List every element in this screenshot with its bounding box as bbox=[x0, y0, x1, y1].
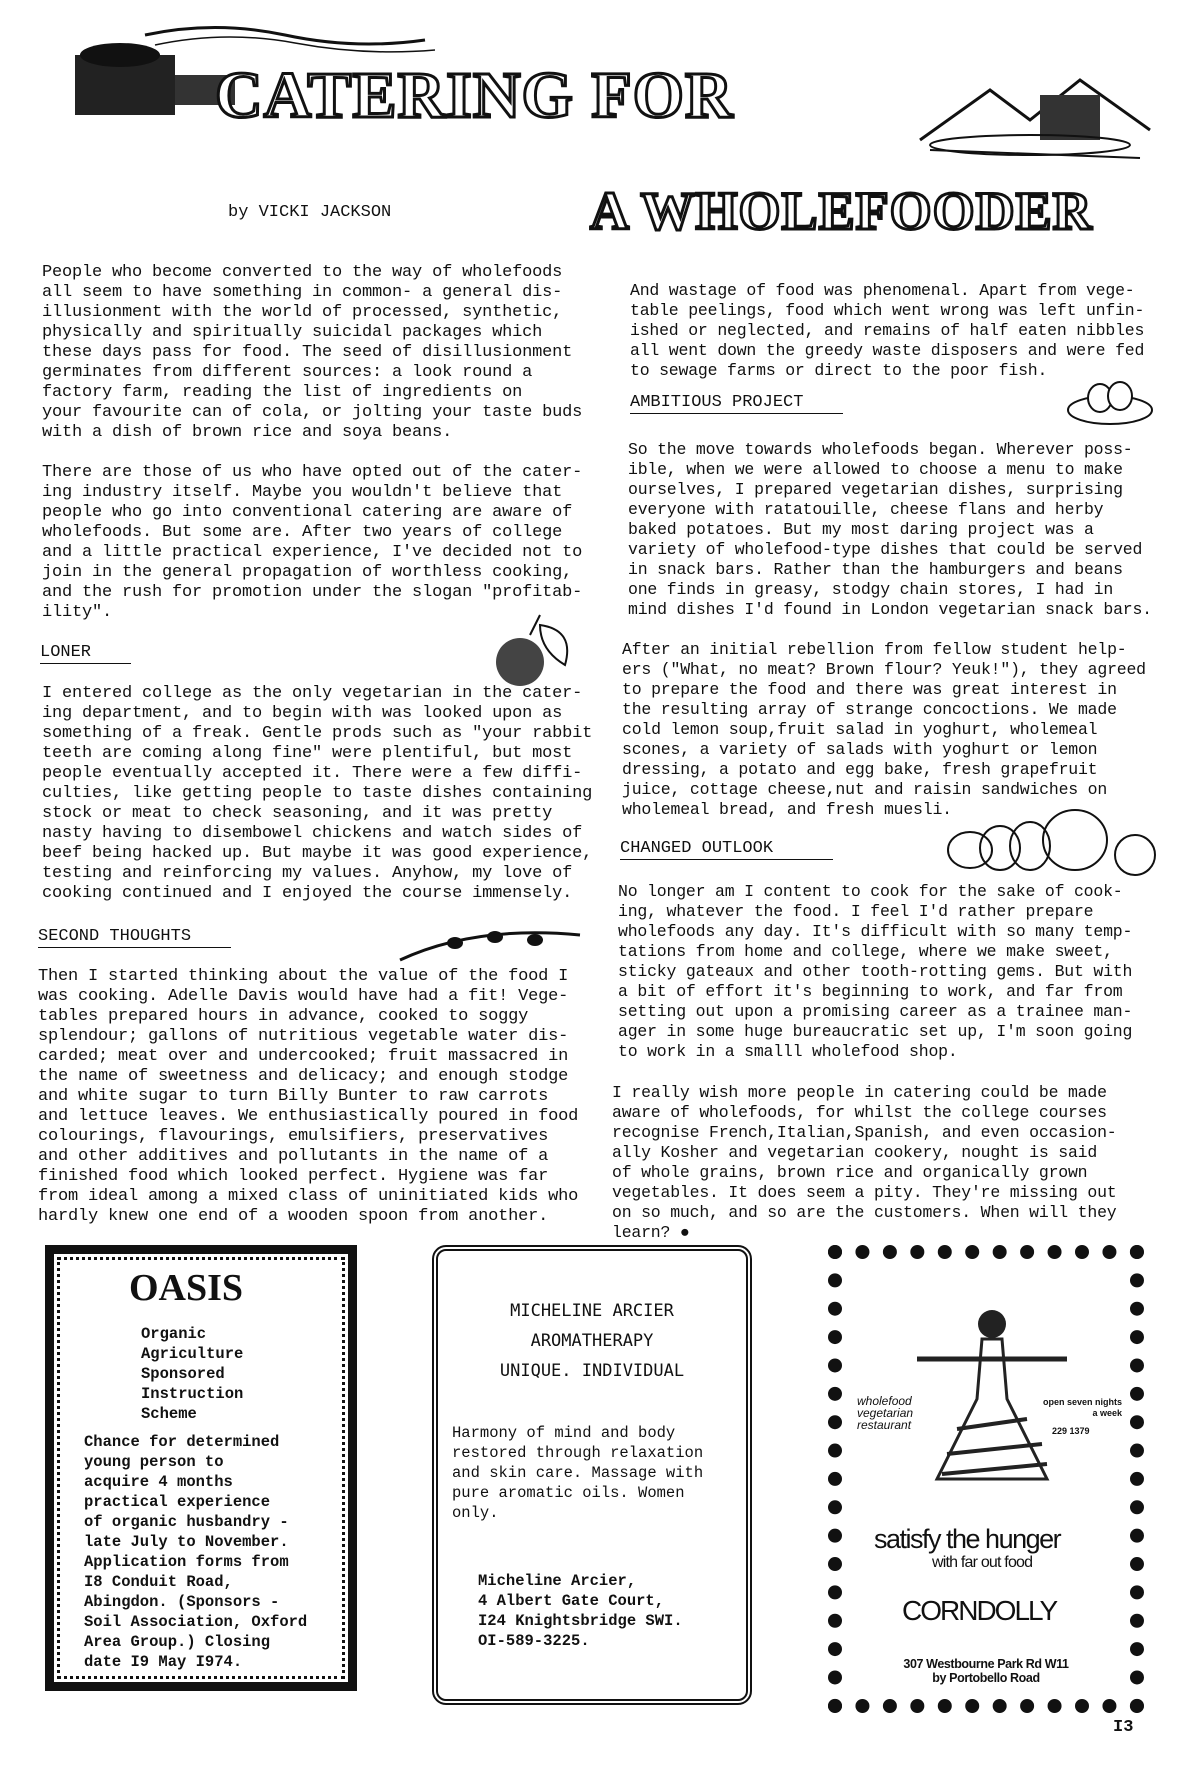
corn-dolly-illustration bbox=[897, 1289, 1087, 1499]
right-paragraph-5: I really wish more people in catering could be made aware of wholefoods, for whilst the college courses recognise French,Italian,Spanish, and even occasion- ally Kosher and vegetarian cookery, nought is said of whole grains, brown rice and organically grown vegetables. It does seem a pity. They're missing out on so much, and so are the customers. When will they learn? ● bbox=[612, 1083, 1117, 1242]
corndolly-restaurant-type: wholefood vegetarian restaurant bbox=[857, 1394, 914, 1432]
right-paragraph-2: So the move towards wholefoods began. Wherever poss- ible, when we were allowed to choose a menu to make ourselves, I prepared vegetarian dishes, surprising everyone with ratatouille, cheese flans and herby baked potatoes. But my most daring project was a variety of wholefood-type dishes that could be served in snack bars. Rather than the hamburgers and beans one finds in greasy, stodgy chain stores, I had in mind dishes I'd found in London vegetarian snack bars. bbox=[628, 440, 1152, 619]
corndolly-slogan: satisfy the hunger bbox=[874, 1524, 1061, 1554]
title-line-2: A WHOLEFOODER bbox=[590, 181, 1093, 241]
arcier-ad-body: Harmony of mind and body restored through relaxation and skin care. Massage with pure aromatic oils. Women only. bbox=[452, 1424, 704, 1522]
left-paragraph-3: I entered college as the only vegetarian in the cater- ing department, and to begin with was looked upon as something of a freak. Gentle prods such as "your rabbit teeth are coming along fine" were plentiful, but most people eventually accepted it. There were a few diffi- culties, like getting people to taste dishes containing stock or meat to check seasoning, and it was pretty nasty having to disembowel chickens and watch sides of beef being hacked up. But maybe it was good experience, testing and reinforcing my values. Anyhow, my love of cooking continued and I enjoyed the course immensely. bbox=[42, 684, 593, 903]
corndolly-phone: 229 1379 bbox=[1052, 1426, 1090, 1436]
page-number: I3 bbox=[1113, 1718, 1134, 1737]
corndolly-hours: open seven nights a week bbox=[1042, 1397, 1122, 1418]
left-paragraph-2: There are those of us who have opted out of the cater- ing industry itself. Maybe you wouldn't believe that people who go into conventional catering are aware of wholefoods. But some are. After two years of college and a little practical experience, I've decided not to join in the general propagation of worthless cooking, and the rush for promotion under the slogan "profitab- ility". bbox=[42, 463, 583, 622]
left-paragraph-4: Then I started thinking about the value of the food I was cooking. Adelle Davis would have had a fit! Vege- tables prepared hours in advance, cooked to soggy splendour; gallons of nutritious vegetable water dis- carded; meat over and undercooked; fruit massacred in the name of sweetness and delicacy; and enough stodge and white sugar to turn Billy Bunter to raw carrots and lettuce leaves. We enthusiastically poured in food colourings, flavourings, emulsifiers, preservatives and other additives and pollutants in the name of a finished food which looked perfect. Hygiene was far from ideal among a mixed class of uninitiated kids who hardly knew one end of a wooden spoon from another. bbox=[38, 967, 579, 1226]
corndolly-address: 307 Westbourne Park Rd W11 by Portobello Road bbox=[903, 1657, 1069, 1685]
section-heading-loner: LONER bbox=[40, 643, 131, 664]
arcier-ad-tagline: UNIQUE. INDIVIDUAL bbox=[499, 1361, 685, 1381]
pear-illustration bbox=[485, 610, 585, 690]
corndolly-subslogan: with far out food bbox=[932, 1554, 1033, 1571]
byline: by VICKI JACKSON bbox=[228, 203, 392, 222]
oasis-ad-acronym: Organic Agriculture Sponsored Instruction Scheme bbox=[141, 1325, 244, 1423]
section-heading-changed-outlook: CHANGED OUTLOOK bbox=[620, 839, 833, 860]
right-paragraph-1: And wastage of food was phenomenal. Apart from vege- table peelings, food which went wrong was left unfin- ished or neglected, and remains of half eaten nibbles all went down the greedy waste disposers and were fed to sewage farms or direct to the poor fish. bbox=[630, 281, 1145, 380]
oasis-ad-body: Chance for determined young person to acquire 4 months practical experience of organic husbandry - late July to November. Application forms from I8 Conduit Road, Abingdon. (Sponsors - Soil Association, Oxford Area Group.) Closing date I9 May I974. bbox=[84, 1433, 308, 1671]
title-line-1: CATERING FOR bbox=[215, 59, 734, 132]
arcier-ad-address: Micheline Arcier, 4 Albert Gate Court, I24 Knightsbridge SWI. OI-589-3225. bbox=[478, 1572, 683, 1650]
corndolly-ad bbox=[828, 1245, 1144, 1713]
section-heading-second-thoughts: SECOND THOUGHTS bbox=[38, 927, 231, 948]
section-heading-ambitious-project: AMBITIOUS PROJECT bbox=[630, 393, 843, 414]
olive-branch-illustration bbox=[395, 915, 585, 965]
corndolly-name: CORNDOLLY bbox=[902, 1595, 1057, 1626]
oasis-ad-name: OASIS bbox=[129, 1267, 244, 1309]
country-house-illustration bbox=[910, 50, 1160, 160]
arcier-ad-service: AROMATHERAPY bbox=[530, 1331, 654, 1351]
eggs-nest-illustration bbox=[1065, 370, 1160, 430]
right-paragraph-4: No longer am I content to cook for the sake of cook- ing, whatever the food. I feel I'd rather prepare wholefoods any day. It's difficult with so many temp- tations from home and college, where we make sweet, sticky gateaux and other tooth-rotting gems. But with a bit of effort it's beginning to work, and far from setting out upon a promising career as a trainee man- ager in some huge bureaucratic set up, I'm soon going to work in a smalll wholefood shop. bbox=[618, 882, 1133, 1061]
sliced-fruit-illustration bbox=[940, 800, 1160, 890]
oasis-ad bbox=[45, 1245, 357, 1691]
right-paragraph-3: After an initial rebellion from fellow student help- ers ("What, no meat? Brown flour? Yeuk!"), they agreed to prepare the food and there was great interest in the resulting array of strange concoctions. We made cold lemon soup,fruit salad in yoghurt, wholemeal scones, a variety of salads with yoghurt or lemon dressing, a potato and egg bake, fresh grapefruit juice, cottage cheese,nut and raisin sandwiches on wholemeal bread, and fresh muesli. bbox=[622, 640, 1146, 819]
arcier-ad-name: MICHELINE ARCIER bbox=[510, 1301, 674, 1321]
micheline-arcier-ad bbox=[432, 1245, 752, 1705]
left-paragraph-1: People who become converted to the way of wholefoods all seem to have something in common- a general dis- illusionment with the world of processed, synthetic, physically and spiritually suicidal packages which these days pass for food. The seed of disillusionment germinates from different sources: a look round a factory farm, reading the list of ingredients on your favourite can of cola, or jolting your taste buds with a dish of brown rice and soya beans. bbox=[42, 263, 583, 442]
